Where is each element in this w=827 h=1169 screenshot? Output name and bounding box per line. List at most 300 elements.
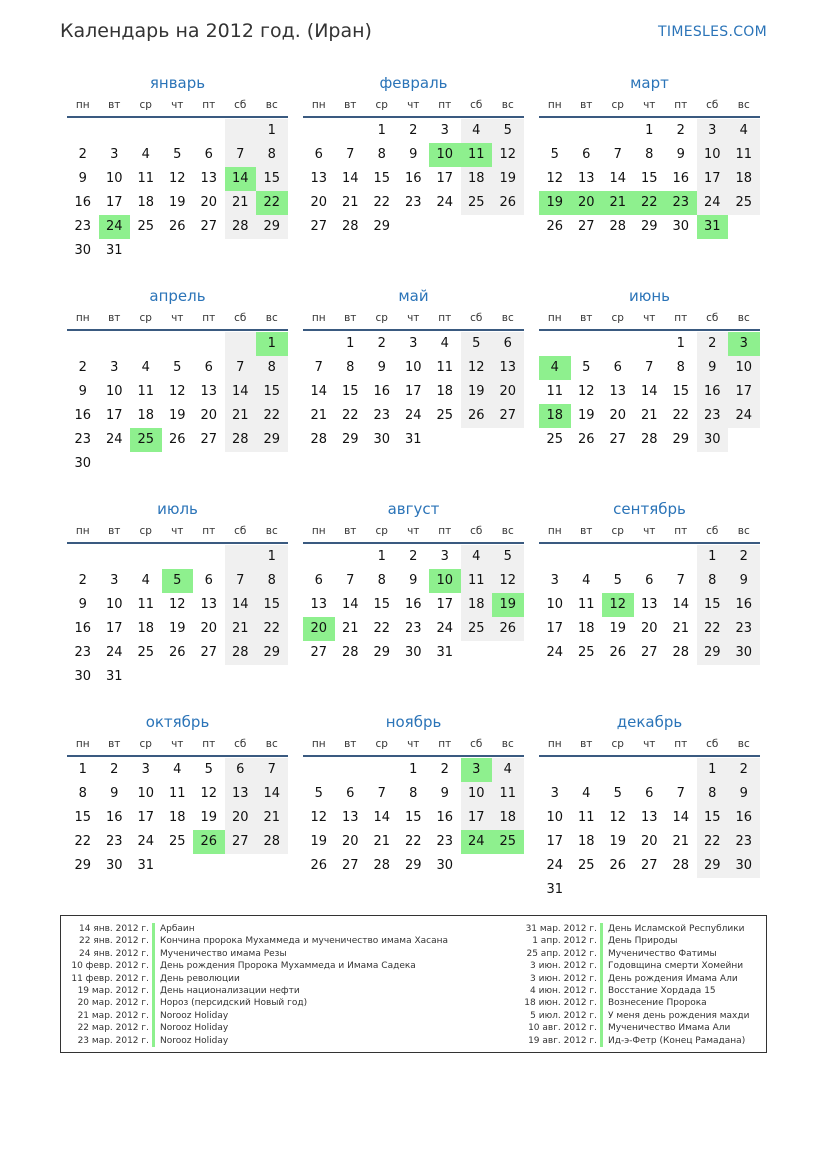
weekday-label: сб	[234, 738, 247, 750]
days-grid	[539, 332, 760, 452]
day-cell: 5	[461, 332, 493, 356]
day-cell: 9	[377, 360, 386, 375]
day-cell: 26	[492, 191, 524, 215]
days-grid	[303, 119, 524, 239]
weekday-label: вс	[501, 312, 514, 324]
day-cell: 7	[676, 573, 685, 588]
day-cell: 31	[404, 432, 422, 447]
day-cell: 26	[492, 617, 524, 641]
day-cell: 18	[137, 621, 155, 636]
weekday-label: пн	[311, 312, 326, 324]
note-marker	[600, 948, 603, 960]
note-marker	[600, 997, 603, 1009]
holiday-day-cell: 24	[461, 830, 493, 854]
note-marker	[152, 973, 155, 985]
holiday-note-row	[524, 948, 749, 960]
day-cell: 6	[204, 360, 213, 375]
day-cell: 30	[728, 854, 760, 878]
day-cell: 14	[373, 810, 391, 825]
day-cell: 7	[256, 758, 288, 782]
day-cell: 21	[225, 191, 257, 215]
empty-cell	[602, 545, 634, 569]
day-cell: 7	[613, 147, 622, 162]
day-cell: 22	[256, 404, 288, 428]
day-cell: 14	[672, 810, 690, 825]
day-cell: 27	[310, 219, 328, 234]
day-cell: 30	[436, 858, 454, 873]
weekday-label: ср	[139, 738, 152, 750]
holiday-day-cell: 10	[429, 143, 461, 167]
day-cell: 29	[373, 645, 391, 660]
note-text: Вознесение Пророка	[608, 998, 707, 1009]
day-cell: 2	[728, 758, 760, 782]
days-grid	[303, 332, 524, 452]
day-cell: 4	[728, 119, 760, 143]
day-cell: 13	[609, 384, 627, 399]
day-cell: 3	[550, 573, 559, 588]
note-marker	[152, 997, 155, 1009]
weekday-label: пн	[547, 312, 562, 324]
day-cell: 5	[492, 545, 524, 569]
weekday-label: чт	[407, 312, 420, 324]
weekday-label: вс	[501, 525, 514, 537]
day-cell: 13	[577, 171, 595, 186]
empty-cell	[193, 332, 225, 356]
day-cell: 1	[409, 762, 418, 777]
empty-cell	[303, 119, 335, 143]
day-cell: 5	[613, 786, 622, 801]
holiday-note-row	[69, 948, 448, 960]
note-text: Ид-э-Фетр (Конец Рамадана)	[608, 1035, 746, 1046]
day-cell: 14	[225, 593, 257, 617]
note-date: 31 мар. 2012 г.	[525, 924, 597, 934]
holiday-day-cell: 12	[602, 593, 634, 617]
empty-cell	[571, 545, 603, 569]
days-grid	[67, 332, 288, 476]
day-cell: 11	[492, 782, 524, 806]
weekday-label: чт	[171, 738, 184, 750]
weekday-label: вс	[737, 525, 750, 537]
month-name: февраль	[379, 74, 448, 92]
holiday-day-cell: 1	[256, 332, 288, 356]
day-cell: 16	[373, 384, 391, 399]
empty-cell	[665, 545, 697, 569]
day-cell: 16	[74, 621, 92, 636]
day-cell: 6	[492, 332, 524, 356]
day-cell: 18	[137, 408, 155, 423]
day-cell: 31	[105, 669, 123, 684]
holiday-day-cell: 21	[602, 191, 634, 215]
day-cell: 17	[105, 195, 123, 210]
day-cell: 22	[256, 617, 288, 641]
day-cell: 10	[404, 360, 422, 375]
day-cell: 10	[105, 171, 123, 186]
note-marker	[152, 948, 155, 960]
day-cell: 2	[377, 336, 386, 351]
empty-cell	[193, 119, 225, 143]
day-cell: 14	[256, 782, 288, 806]
weekday-label: чт	[171, 312, 184, 324]
day-cell: 12	[168, 384, 186, 399]
day-cell: 14	[672, 597, 690, 612]
weekday-label: вс	[737, 738, 750, 750]
day-cell: 23	[74, 645, 92, 660]
note-date: 11 февр. 2012 г.	[71, 973, 149, 984]
month-3	[539, 72, 760, 239]
day-cell: 3	[110, 147, 119, 162]
day-cell: 22	[341, 408, 359, 423]
note-text: День рождения Пророка Мухаммеда и Имама Садека	[160, 961, 416, 972]
weekday-label: пт	[202, 99, 216, 111]
day-cell: 5	[314, 786, 323, 801]
day-cell: 1	[676, 336, 685, 351]
day-cell: 28	[341, 219, 359, 234]
day-cell: 22	[697, 617, 729, 641]
days-grid	[539, 758, 760, 902]
day-cell: 12	[492, 569, 524, 593]
day-cell: 15	[373, 597, 391, 612]
day-cell: 5	[613, 573, 622, 588]
day-cell: 17	[137, 810, 155, 825]
weekday-label: чт	[171, 99, 184, 111]
day-cell: 2	[409, 123, 418, 138]
day-cell: 26	[168, 219, 186, 234]
weekday-label: сб	[706, 99, 719, 111]
note-date: 21 мар. 2012 г.	[77, 1010, 149, 1021]
empty-cell	[665, 758, 697, 782]
month-9	[539, 498, 760, 665]
day-cell: 20	[225, 806, 257, 830]
note-text: Norooz Holiday	[160, 1010, 229, 1021]
empty-cell	[162, 332, 194, 356]
weekday-label: вт	[580, 99, 593, 111]
day-cell: 5	[492, 119, 524, 143]
holiday-day-cell: 31	[697, 215, 729, 239]
day-cell: 12	[168, 597, 186, 612]
weekday-label: чт	[643, 738, 656, 750]
day-cell: 3	[550, 786, 559, 801]
day-cell: 4	[461, 545, 493, 569]
holiday-day-cell: 3	[461, 758, 493, 782]
day-cell: 7	[645, 360, 654, 375]
day-cell: 1	[697, 758, 729, 782]
day-cell: 29	[697, 641, 729, 665]
holiday-note-row	[524, 997, 749, 1009]
day-cell: 18	[461, 593, 493, 617]
day-cell: 15	[341, 384, 359, 399]
day-cell: 11	[168, 786, 186, 801]
month-name: декабрь	[616, 713, 683, 731]
day-cell: 21	[310, 408, 328, 423]
note-date: 22 мар. 2012 г.	[77, 1023, 149, 1034]
weekday-label: вс	[265, 525, 278, 537]
empty-cell	[602, 758, 634, 782]
day-cell: 25	[546, 432, 564, 447]
day-cell: 9	[697, 356, 729, 380]
day-cell: 2	[78, 573, 87, 588]
weekday-label: вт	[580, 738, 593, 750]
day-cell: 22	[404, 834, 422, 849]
holiday-day-cell: 11	[461, 143, 493, 167]
day-cell: 29	[341, 432, 359, 447]
day-cell: 4	[141, 360, 150, 375]
day-cell: 19	[310, 834, 328, 849]
day-cell: 19	[168, 408, 186, 423]
day-cell: 2	[697, 332, 729, 356]
day-cell: 5	[582, 360, 591, 375]
day-cell: 1	[377, 123, 386, 138]
day-cell: 6	[645, 573, 654, 588]
day-cell: 23	[105, 834, 123, 849]
empty-cell	[634, 332, 666, 356]
note-marker	[152, 1022, 155, 1034]
day-cell: 19	[609, 834, 627, 849]
note-date: 24 янв. 2012 г.	[79, 948, 149, 959]
holiday-notes-right	[524, 923, 749, 1047]
holiday-day-cell: 26	[193, 830, 225, 854]
weekday-label: пт	[674, 312, 688, 324]
day-cell: 2	[409, 549, 418, 564]
note-date: 1 апр. 2012 г.	[532, 936, 597, 947]
day-cell: 22	[74, 834, 92, 849]
day-cell: 15	[672, 384, 690, 399]
note-date: 5 июл. 2012 г.	[530, 1010, 597, 1021]
note-date: 14 янв. 2012 г.	[79, 924, 149, 934]
day-cell: 3	[110, 360, 119, 375]
month-8	[303, 498, 524, 665]
month-4	[67, 285, 288, 476]
day-cell: 9	[78, 171, 87, 186]
day-cell: 14	[640, 384, 658, 399]
day-cell: 12	[492, 143, 524, 167]
day-cell: 1	[256, 119, 288, 143]
note-marker	[600, 985, 603, 997]
day-cell: 27	[492, 404, 524, 428]
weekday-label: сб	[470, 525, 483, 537]
weekday-label: ср	[139, 99, 152, 111]
day-cell: 12	[310, 810, 328, 825]
day-cell: 16	[404, 171, 422, 186]
month-name: октябрь	[145, 713, 210, 731]
day-cell: 29	[256, 641, 288, 665]
holiday-note-row	[69, 923, 448, 935]
day-cell: 5	[550, 147, 559, 162]
day-cell: 28	[341, 645, 359, 660]
month-2	[303, 72, 524, 239]
day-cell: 26	[577, 432, 595, 447]
holiday-day-cell: 20	[303, 617, 335, 641]
weekday-label: сб	[234, 99, 247, 111]
weekday-label: вт	[344, 738, 357, 750]
day-cell: 8	[256, 356, 288, 380]
weekday-label: вс	[501, 738, 514, 750]
empty-cell	[303, 758, 335, 782]
day-cell: 19	[492, 167, 524, 191]
day-cell: 8	[377, 573, 386, 588]
days-grid	[67, 545, 288, 689]
day-cell: 28	[609, 219, 627, 234]
empty-cell	[130, 119, 162, 143]
day-cell: 7	[225, 356, 257, 380]
day-cell: 9	[409, 147, 418, 162]
day-cell: 13	[310, 171, 328, 186]
empty-cell	[571, 119, 603, 143]
site-link[interactable]: TIMESLES.COM	[658, 24, 767, 40]
day-cell: 6	[204, 573, 213, 588]
day-cell: 18	[168, 810, 186, 825]
day-cell: 21	[256, 806, 288, 830]
day-cell: 15	[256, 167, 288, 191]
day-cell: 19	[200, 810, 218, 825]
day-cell: 27	[640, 645, 658, 660]
day-cell: 11	[137, 384, 155, 399]
day-cell: 12	[577, 384, 595, 399]
day-cell: 9	[728, 782, 760, 806]
day-cell: 26	[546, 219, 564, 234]
weekday-header	[303, 733, 524, 757]
day-cell: 18	[137, 195, 155, 210]
note-text: Кончина пророка Мухаммеда и мученичество имама Хасана	[160, 936, 448, 947]
month-name: ноябрь	[385, 713, 442, 731]
empty-cell	[539, 119, 571, 143]
day-cell: 6	[582, 147, 591, 162]
month-1	[67, 72, 288, 263]
note-date: 19 авг. 2012 г.	[528, 1035, 597, 1046]
holiday-note-row	[69, 960, 448, 972]
day-cell: 19	[609, 621, 627, 636]
day-cell: 14	[341, 171, 359, 186]
day-cell: 13	[341, 810, 359, 825]
day-cell: 18	[436, 384, 454, 399]
day-cell: 23	[404, 621, 422, 636]
weekday-header	[67, 94, 288, 118]
day-cell: 13	[225, 782, 257, 806]
day-cell: 30	[373, 432, 391, 447]
holiday-day-cell: 25	[130, 428, 162, 452]
day-cell: 30	[404, 645, 422, 660]
weekday-label: чт	[643, 312, 656, 324]
holiday-note-row	[69, 985, 448, 997]
days-grid	[67, 758, 288, 878]
day-cell: 29	[697, 854, 729, 878]
day-cell: 9	[110, 786, 119, 801]
day-cell: 3	[110, 573, 119, 588]
month-12	[539, 711, 760, 902]
day-cell: 14	[341, 597, 359, 612]
empty-cell	[67, 119, 99, 143]
day-cell: 6	[346, 786, 355, 801]
day-cell: 15	[256, 380, 288, 404]
note-text: День национализации нефти	[160, 985, 300, 996]
day-cell: 25	[436, 408, 454, 423]
day-cell: 16	[404, 597, 422, 612]
day-cell: 12	[200, 786, 218, 801]
day-cell: 22	[373, 195, 391, 210]
day-cell: 20	[640, 621, 658, 636]
day-cell: 10	[137, 786, 155, 801]
day-cell: 7	[346, 147, 355, 162]
weekday-label: пн	[547, 738, 562, 750]
weekday-label: сб	[706, 312, 719, 324]
weekday-header	[67, 733, 288, 757]
day-cell: 4	[461, 119, 493, 143]
weekday-label: ср	[375, 525, 388, 537]
day-cell: 6	[204, 147, 213, 162]
month-10	[67, 711, 288, 878]
day-cell: 24	[436, 621, 454, 636]
weekday-header	[539, 307, 760, 331]
day-cell: 11	[137, 597, 155, 612]
weekday-label: ср	[375, 738, 388, 750]
note-text: Нороз (персидский Новый год)	[160, 998, 308, 1009]
day-cell: 6	[314, 147, 323, 162]
day-cell: 28	[225, 641, 257, 665]
empty-cell	[335, 758, 367, 782]
day-cell: 14	[225, 380, 257, 404]
day-cell: 20	[200, 621, 218, 636]
day-cell: 7	[225, 569, 257, 593]
empty-cell	[303, 545, 335, 569]
day-cell: 3	[141, 762, 150, 777]
day-cell: 11	[577, 810, 595, 825]
day-cell: 16	[728, 593, 760, 617]
day-cell: 8	[697, 569, 729, 593]
empty-cell	[539, 332, 571, 356]
weekday-label: чт	[643, 525, 656, 537]
day-cell: 14	[310, 384, 328, 399]
day-cell: 24	[436, 195, 454, 210]
day-cell: 3	[697, 119, 729, 143]
day-cell: 25	[577, 645, 595, 660]
day-cell: 20	[200, 195, 218, 210]
day-cell: 30	[728, 641, 760, 665]
weekday-header	[303, 520, 524, 544]
weekday-label: ср	[611, 738, 624, 750]
holiday-day-cell: 10	[429, 569, 461, 593]
day-cell: 16	[105, 810, 123, 825]
empty-cell	[99, 119, 131, 143]
note-marker	[152, 960, 155, 972]
note-marker	[600, 1010, 603, 1022]
day-cell: 20	[609, 408, 627, 423]
day-cell: 17	[728, 380, 760, 404]
note-marker	[600, 923, 603, 935]
note-marker	[152, 1010, 155, 1022]
weekday-label: пн	[311, 738, 326, 750]
day-cell: 30	[74, 456, 92, 471]
day-cell: 29	[672, 432, 690, 447]
day-cell: 17	[436, 171, 454, 186]
day-cell: 27	[310, 645, 328, 660]
weekday-label: вт	[108, 525, 121, 537]
day-cell: 4	[141, 573, 150, 588]
day-cell: 8	[78, 786, 87, 801]
day-cell: 8	[409, 786, 418, 801]
month-name: август	[387, 500, 440, 518]
day-cell: 21	[341, 195, 359, 210]
weekday-label: вт	[344, 525, 357, 537]
weekday-label: вт	[580, 525, 593, 537]
day-cell: 1	[645, 123, 654, 138]
day-cell: 5	[204, 762, 213, 777]
day-cell: 23	[404, 195, 422, 210]
weekday-label: ср	[611, 312, 624, 324]
day-cell: 28	[672, 858, 690, 873]
day-cell: 27	[341, 858, 359, 873]
empty-cell	[193, 545, 225, 569]
note-date: 3 июн. 2012 г.	[530, 961, 597, 972]
day-cell: 23	[697, 404, 729, 428]
